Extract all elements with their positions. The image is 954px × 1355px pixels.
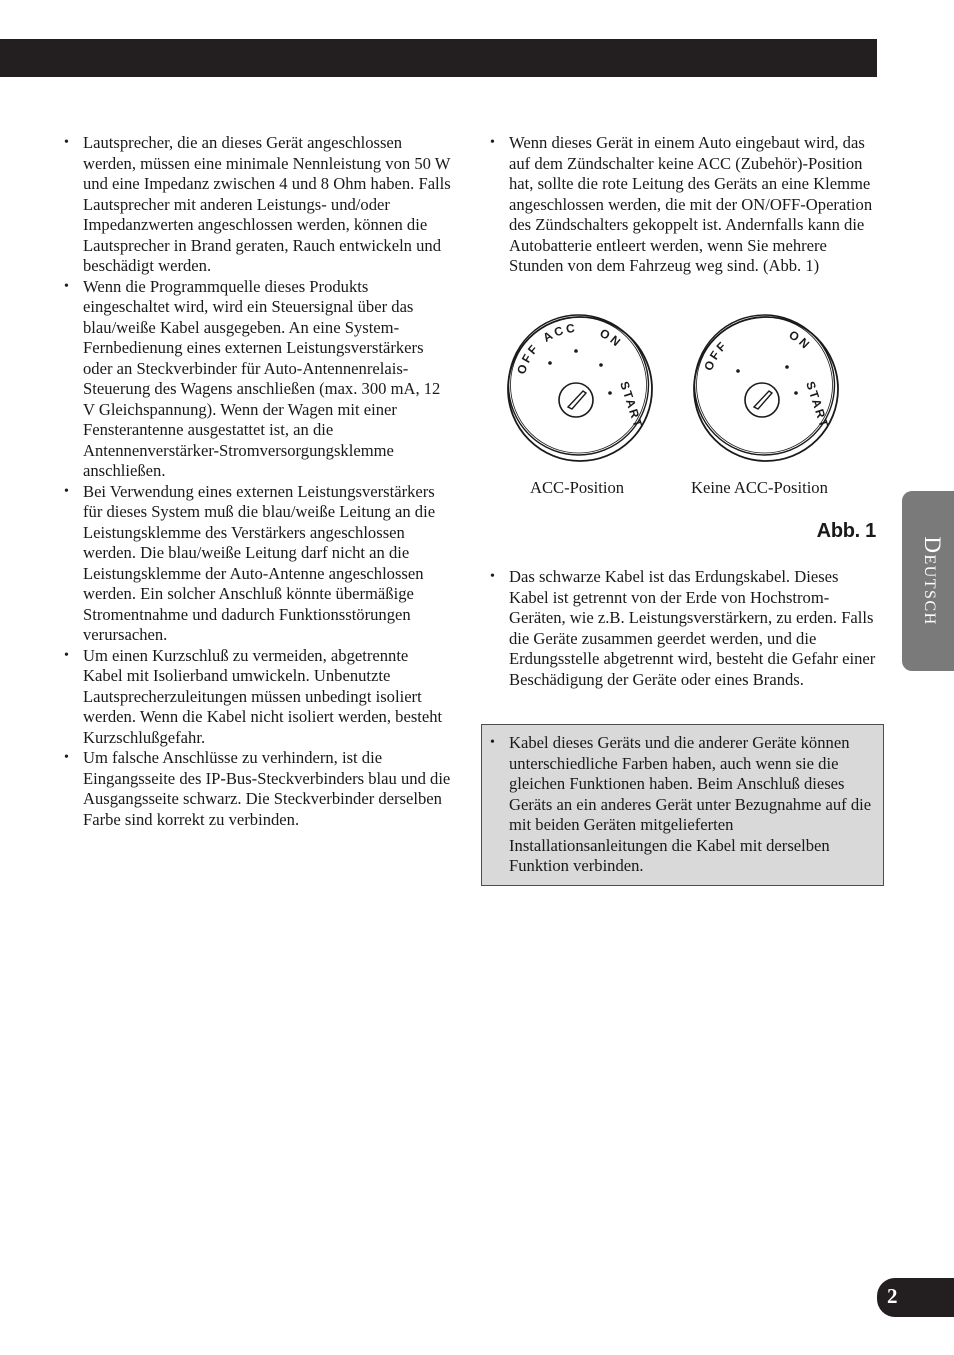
- left-bullet-list: [62, 133, 452, 830]
- figure-ignition-switches: [488, 305, 878, 555]
- list-item: • Bei Verwendung eines externen Leistungsverstärkers für dieses System muß die blau/weiße Leitung an die Leistungsklemme des Verstärkers angeschlossen werden. Die blau/weiße Leitung darf nicht an die Leistungsklemme der Auto-Antenne angeschlossen werden. Ein solcher Anschluß könnte übermäßige Stromentnahme und dadurch Funktionsstörungen verursachen.: [62, 482, 452, 646]
- page-number: 2: [887, 1284, 898, 1308]
- list-item: • Das schwarze Kabel ist das Erdungskabel. Dieses Kabel ist getrennt von der Erde von Hochstrom-Geräten, wie z.B. Leistungsverstärkern, zu erden. Falls die Geräte zusammen geerdet werden, und die Erdungsstelle abgetrennt wird, besteht die Gefahr einer Beschädigung der Geräte oder eines Brands.: [488, 567, 878, 690]
- note-list: [488, 733, 878, 877]
- list-item: • Um falsche Anschlüsse zu verhindern, ist die Eingangsseite des IP-Bus-Steckverbinders blau und die Ausgangsseite schwarz. Die Steckverbinder derselben Farbe sind korrekt zu verbinden.: [62, 748, 452, 830]
- label-on: ON: [597, 325, 626, 351]
- list-item: • Um einen Kurzschluß zu vermeiden, abgetrennte Kabel mit Isolierband umwickeln. Unbenutzte Lautsprecherzuleitungen müssen unbedingt isoliert werden. Wenn die Kabel nicht isoliert werden, besteht Kurzschlußgefahr.: [62, 646, 452, 749]
- right-column-lower: [488, 567, 878, 690]
- label-off: OFF: [701, 337, 731, 373]
- list-item: • Wenn die Programmquelle dieses Produkts eingeschaltet wird, wird ein Steuersignal über das blau/weiße Kabel ausgegeben. An eine System-Fernbedienung eines externen Leistungsverstärkers oder an Steckverbinder für Auto-Antennenrelais-Steuerung des Wagens anschließen (max. 300 mA, 12 V Gleichspannung). Wenn der Wagen mit einer Fensterantenne ausgestattet ist, an die Antennenverstärker-Stromversorgungsklemme anschließen.: [62, 277, 452, 482]
- ignition-switch-acc: [508, 315, 652, 461]
- caption-acc-position: ACC-Position: [530, 478, 625, 497]
- ignition-switch-diagram: [488, 305, 878, 475]
- label-start: START: [617, 379, 646, 431]
- list-item: • Lautsprecher, die an dieses Gerät angeschlossen werden, müssen eine minimale Nennleistung von 50 W und eine Impedanz zwischen 4 und 8 Ohm haben. Falls Lautsprecher mit anderen Leistungs- und/oder Impedanzwerten angeschlossen werden, können die Lautsprecher in Brand geraten, Rauch entwickeln und beschädigt werden.: [62, 133, 452, 277]
- note-item: • Kabel dieses Geräts und die anderer Geräte können unterschiedliche Farben haben, auch wenn sie die gleichen Funktionen haben. Beim Anschluß dieses Geräts an ein anderes Gerät unter Bezugnahme auf die mit beiden Geräten mitgelieferten Installationsanleitungen die Kabel mit derselben Funktion verbinden.: [488, 733, 878, 877]
- label-off: OFF: [514, 340, 543, 376]
- label-start: START: [803, 379, 832, 431]
- caption-no-acc-position: Keine ACC-Position: [691, 478, 828, 497]
- right-bullet-list-bottom: [488, 567, 878, 690]
- list-item: • Wenn dieses Gerät in einem Auto eingebaut wird, das auf dem Zündschalter keine ACC (Zubehör)-Position hat, sollte die rote Leitung des Geräts an eine Klemme angeschlossen werden, die mit der ON/OFF-Operation des Zündschalters gekoppelt ist. Andernfalls kann die Autobatterie entleert werden, wenn Sie mehrere Stunden von dem Fahrzeug weg sind. (Abb. 1): [488, 133, 878, 277]
- right-column: [488, 133, 878, 277]
- page-number-tab: [877, 1278, 954, 1317]
- figure-label: Abb. 1: [816, 520, 876, 542]
- label-acc: ACC: [540, 320, 578, 345]
- right-bullet-list-top: [488, 133, 878, 277]
- header-bar: [0, 39, 877, 77]
- label-on: ON: [786, 327, 814, 354]
- ignition-switch-no-acc: [694, 315, 838, 461]
- note-box: [481, 724, 884, 886]
- language-tab-label: Deutsch: [920, 536, 945, 626]
- language-tab: [902, 491, 954, 671]
- left-column: [62, 133, 452, 830]
